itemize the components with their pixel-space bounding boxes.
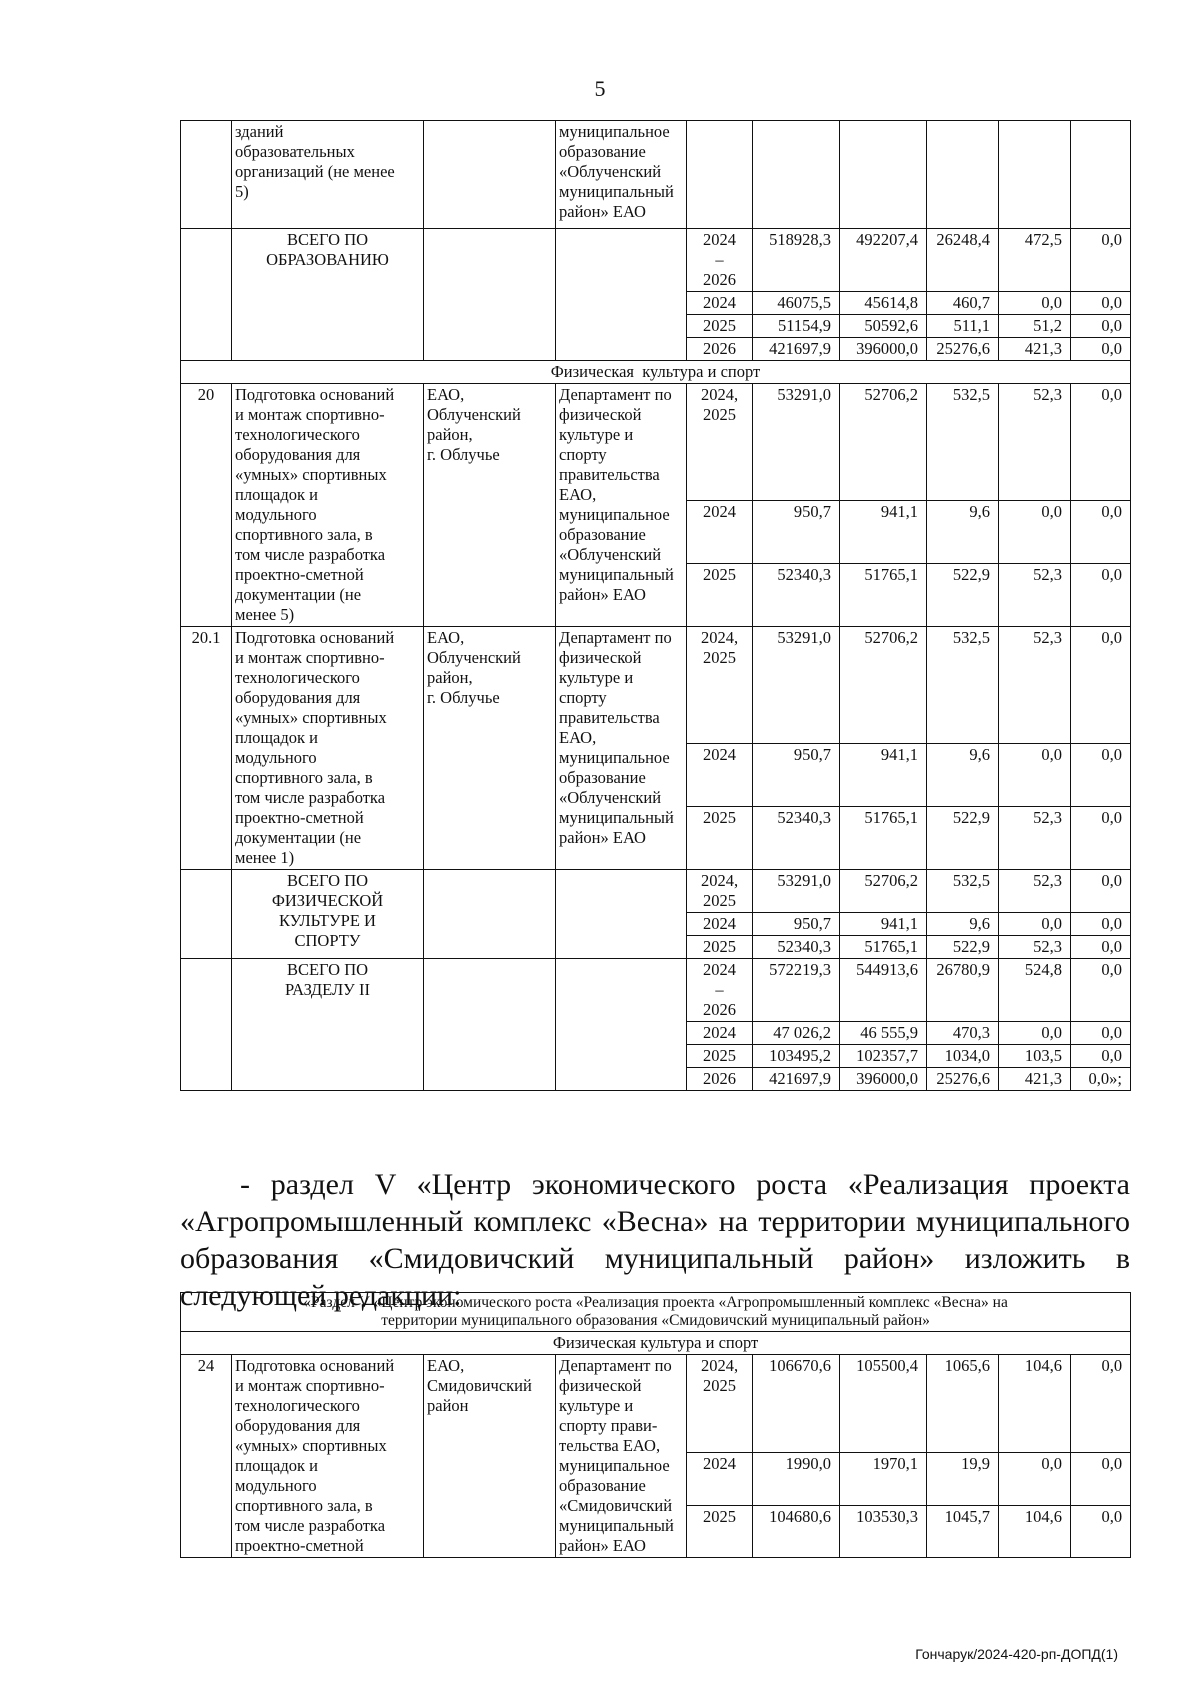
federal-cell: 105500,4 bbox=[840, 1355, 927, 1453]
year-cell: 2024 bbox=[687, 1022, 753, 1045]
total-cell: 52340,3 bbox=[753, 564, 840, 627]
name-cell: Подготовка оснований и монтаж спортивно- технологического оборудования для «умных» спортивных площадок и модульного спортивного зала, в том числе разработка проектно-сметной bbox=[232, 1355, 424, 1558]
other-cell: 0,0 bbox=[1071, 292, 1131, 315]
federal-cell: 52706,2 bbox=[840, 384, 927, 501]
resp-cell: Департамент по физической культуре и спорту правительства ЕАО, муниципальное образование «Облученский муниципальный район» ЕАО bbox=[556, 627, 687, 870]
local-cell: 52,3 bbox=[999, 936, 1071, 959]
resp-cell bbox=[556, 959, 687, 1091]
total-cell: 1990,0 bbox=[753, 1453, 840, 1505]
section-header: «Раздел V «Центр экономического роста «Реализация проекта «Агропромышленный комплекс «Весна» на территории муниципального образования «Смидовичский муниципальный район» bbox=[181, 1293, 1131, 1332]
other-cell: 0,0 bbox=[1071, 936, 1131, 959]
place-cell bbox=[424, 229, 556, 361]
regional-cell: 522,9 bbox=[927, 807, 999, 870]
regional-cell: 9,6 bbox=[927, 501, 999, 564]
resp-cell: Департамент по физической культуре и спорту прави- тельства ЕАО, муниципальное образование «Смидовичский муниципальный район» ЕАО bbox=[556, 1355, 687, 1558]
section-row bbox=[181, 361, 1131, 384]
local-cell: 0,0 bbox=[999, 744, 1071, 807]
total-cell: 53291,0 bbox=[753, 384, 840, 501]
num-cell: 20 bbox=[181, 384, 232, 627]
year-cell: 2026 bbox=[687, 338, 753, 361]
regional-cell: 1034,0 bbox=[927, 1045, 999, 1068]
local-cell: 472,5 bbox=[999, 229, 1071, 292]
table-row bbox=[181, 959, 1131, 1022]
table-row-item-20 bbox=[181, 384, 1131, 627]
total-cell: 104680,6 bbox=[753, 1505, 840, 1557]
federal-cell: 51765,1 bbox=[840, 936, 927, 959]
year-cell: 2025 bbox=[687, 315, 753, 338]
year-cell: 2025 bbox=[687, 564, 753, 627]
local-cell: 104,6 bbox=[999, 1505, 1071, 1557]
total-cell: 421697,9 bbox=[753, 338, 840, 361]
regional-cell: 522,9 bbox=[927, 564, 999, 627]
total-cell: 950,7 bbox=[753, 501, 840, 564]
regional-cell: 460,7 bbox=[927, 292, 999, 315]
other-cell: 0,0 bbox=[1071, 315, 1131, 338]
year-cell: 2024 – 2026 bbox=[687, 959, 753, 1022]
num-cell bbox=[181, 121, 232, 229]
total-label: ВСЕГО ПО РАЗДЕЛУ II bbox=[232, 959, 424, 1091]
resp-cell: Департамент по физической культуре и спорту правительства ЕАО, муниципальное образование «Облученский муниципальный район» ЕАО bbox=[556, 384, 687, 627]
other-cell: 0,0 bbox=[1071, 501, 1131, 564]
year-cell: 2024 bbox=[687, 1453, 753, 1505]
local-cell: 51,2 bbox=[999, 315, 1071, 338]
year-cell: 2025 bbox=[687, 936, 753, 959]
federal-cell: 46 555,9 bbox=[840, 1022, 927, 1045]
num-cell bbox=[181, 870, 232, 959]
table-row-item-24 bbox=[181, 1355, 1131, 1558]
year-cell: 2024 – 2026 bbox=[687, 229, 753, 292]
total-cell: 46075,5 bbox=[753, 292, 840, 315]
other-cell: 0,0 bbox=[1071, 1045, 1131, 1068]
name-cell: зданий образовательных организаций (не менее 5) bbox=[232, 121, 424, 229]
federal-cell: 1970,1 bbox=[840, 1453, 927, 1505]
regional-cell: 26248,4 bbox=[927, 229, 999, 292]
local-cell: 0,0 bbox=[999, 501, 1071, 564]
num-cell bbox=[181, 229, 232, 361]
local-cell: 104,6 bbox=[999, 1355, 1071, 1453]
place-cell bbox=[424, 959, 556, 1091]
year-cell: 2025 bbox=[687, 1045, 753, 1068]
total-cell: 103495,2 bbox=[753, 1045, 840, 1068]
place-cell bbox=[424, 870, 556, 959]
continuation-row bbox=[181, 121, 1131, 229]
federal-cell: 941,1 bbox=[840, 744, 927, 807]
total-sport-block bbox=[181, 870, 1131, 959]
year-cell: 2024 bbox=[687, 501, 753, 564]
year-cell: 2024, 2025 bbox=[687, 870, 753, 913]
regional-cell: 9,6 bbox=[927, 913, 999, 936]
total-cell: 950,7 bbox=[753, 744, 840, 807]
total-cell: 518928,3 bbox=[753, 229, 840, 292]
regional-cell: 19,9 bbox=[927, 1453, 999, 1505]
total-education-block bbox=[181, 229, 1131, 361]
year-cell: 2024 bbox=[687, 744, 753, 807]
other-cell: 0,0 bbox=[1071, 384, 1131, 501]
total-cell: 106670,6 bbox=[753, 1355, 840, 1453]
federal-cell: 51765,1 bbox=[840, 564, 927, 627]
federal-cell: 396000,0 bbox=[840, 338, 927, 361]
local-cell: 52,3 bbox=[999, 627, 1071, 744]
place-cell: ЕАО, Смидовичский район bbox=[424, 1355, 556, 1558]
table-row bbox=[181, 870, 1131, 913]
total-cell: 53291,0 bbox=[753, 627, 840, 744]
total-label: ВСЕГО ПО ФИЗИЧЕСКОЙ КУЛЬТУРЕ И СПОРТУ bbox=[232, 870, 424, 959]
local-cell: 0,0 bbox=[999, 1022, 1071, 1045]
federal-cell: 544913,6 bbox=[840, 959, 927, 1022]
place-cell bbox=[424, 121, 556, 229]
federal-cell: 103530,3 bbox=[840, 1505, 927, 1557]
federal-cell: 45614,8 bbox=[840, 292, 927, 315]
place-cell: ЕАО, Облученский район, г. Облучье bbox=[424, 627, 556, 870]
table-row bbox=[181, 384, 1131, 501]
local-cell: 103,5 bbox=[999, 1045, 1071, 1068]
other-cell: 0,0 bbox=[1071, 744, 1131, 807]
other-cell: 0,0 bbox=[1071, 870, 1131, 913]
program-table bbox=[180, 120, 1131, 1091]
table-row bbox=[181, 627, 1131, 744]
federal-cell: 50592,6 bbox=[840, 315, 927, 338]
year-cell: 2024 bbox=[687, 292, 753, 315]
other-cell: 0,0 bbox=[1071, 1022, 1131, 1045]
regional-cell: 9,6 bbox=[927, 744, 999, 807]
regional-cell: 25276,6 bbox=[927, 1068, 999, 1091]
num-cell: 24 bbox=[181, 1355, 232, 1558]
year-cell: 2024, 2025 bbox=[687, 627, 753, 744]
other-cell: 0,0 bbox=[1071, 229, 1131, 292]
local-cell: 52,3 bbox=[999, 807, 1071, 870]
local-cell: 524,8 bbox=[999, 959, 1071, 1022]
num-cell bbox=[181, 959, 232, 1091]
total-cell: 52340,3 bbox=[753, 807, 840, 870]
regional-cell: 470,3 bbox=[927, 1022, 999, 1045]
regional-cell: 1065,6 bbox=[927, 1355, 999, 1453]
local-cell: 0,0 bbox=[999, 1453, 1071, 1505]
other-cell: 0,0 bbox=[1071, 1453, 1131, 1505]
other-cell: 0,0 bbox=[1071, 959, 1131, 1022]
total-cell: 51154,9 bbox=[753, 315, 840, 338]
total-cell: 950,7 bbox=[753, 913, 840, 936]
other-cell: 0,0 bbox=[1071, 1505, 1131, 1557]
regional-cell: 532,5 bbox=[927, 870, 999, 913]
local-cell: 421,3 bbox=[999, 1068, 1071, 1091]
other-cell: 0,0 bbox=[1071, 807, 1131, 870]
year-cell: 2024, 2025 bbox=[687, 1355, 753, 1453]
federal-cell: 52706,2 bbox=[840, 870, 927, 913]
total-cell: 421697,9 bbox=[753, 1068, 840, 1091]
resp-cell bbox=[556, 229, 687, 361]
name-cell: Подготовка оснований и монтаж спортивно- технологического оборудования для «умных» спортивных площадок и модульного спортивного зала, в том числе разработка проектно-сметной документации (не менее 5) bbox=[232, 384, 424, 627]
resp-cell: муниципальное образование «Облученский муниципальный район» ЕАО bbox=[556, 121, 687, 229]
federal-cell: 51765,1 bbox=[840, 807, 927, 870]
resp-cell bbox=[556, 870, 687, 959]
year-cell: 2025 bbox=[687, 1505, 753, 1557]
year-cell: 2024, 2025 bbox=[687, 384, 753, 501]
total-label: ВСЕГО ПО ОБРАЗОВАНИЮ bbox=[232, 229, 424, 361]
section-title: Физическая культура и спорт bbox=[181, 361, 1131, 384]
page-number: 5 bbox=[594, 76, 606, 101]
local-cell: 0,0 bbox=[999, 913, 1071, 936]
local-cell: 52,3 bbox=[999, 564, 1071, 627]
table-row-item-20-1 bbox=[181, 627, 1131, 870]
regional-cell: 532,5 bbox=[927, 384, 999, 501]
section-title: Физическая культура и спорт bbox=[181, 1332, 1131, 1355]
total-cell: 53291,0 bbox=[753, 870, 840, 913]
local-cell: 421,3 bbox=[999, 338, 1071, 361]
total-cell: 572219,3 bbox=[753, 959, 840, 1022]
total-cell: 52340,3 bbox=[753, 936, 840, 959]
regional-cell: 532,5 bbox=[927, 627, 999, 744]
other-cell: 0,0 bbox=[1071, 1355, 1131, 1453]
regional-cell: 511,1 bbox=[927, 315, 999, 338]
other-cell: 0,0 bbox=[1071, 627, 1131, 744]
local-cell: 52,3 bbox=[999, 870, 1071, 913]
num-cell: 20.1 bbox=[181, 627, 232, 870]
federal-cell: 941,1 bbox=[840, 913, 927, 936]
other-cell: 0,0 bbox=[1071, 913, 1131, 936]
table-row bbox=[181, 1355, 1131, 1453]
federal-cell: 52706,2 bbox=[840, 627, 927, 744]
regional-cell: 1045,7 bbox=[927, 1505, 999, 1557]
year-cell: 2026 bbox=[687, 1068, 753, 1091]
place-cell: ЕАО, Облученский район, г. Облучье bbox=[424, 384, 556, 627]
federal-cell: 396000,0 bbox=[840, 1068, 927, 1091]
amendment-paragraph: - раздел V «Центр экономического роста «Реализация проекта «Агропромышленный комплекс «Весна» на территории муниципального образования «Смидовичский муниципальный район» изложить в следующей редакции: bbox=[180, 1168, 1130, 1312]
table-row bbox=[181, 229, 1131, 292]
federal-cell: 102357,7 bbox=[840, 1045, 927, 1068]
other-cell: 0,0»; bbox=[1071, 1068, 1131, 1091]
other-cell: 0,0 bbox=[1071, 564, 1131, 627]
other-cell: 0,0 bbox=[1071, 338, 1131, 361]
federal-cell: 941,1 bbox=[840, 501, 927, 564]
regional-cell: 522,9 bbox=[927, 936, 999, 959]
total-section-block bbox=[181, 959, 1131, 1091]
year-cell: 2024 bbox=[687, 913, 753, 936]
regional-cell: 26780,9 bbox=[927, 959, 999, 1022]
regional-cell: 25276,6 bbox=[927, 338, 999, 361]
local-cell: 52,3 bbox=[999, 384, 1071, 501]
federal-cell: 492207,4 bbox=[840, 229, 927, 292]
program-table-section-5 bbox=[180, 1292, 1131, 1558]
name-cell: Подготовка оснований и монтаж спортивно- технологического оборудования для «умных» спортивных площадок и модульного спортивного зала, в том числе разработка проектно-сметной документации (не менее 1) bbox=[232, 627, 424, 870]
total-cell: 47 026,2 bbox=[753, 1022, 840, 1045]
local-cell: 0,0 bbox=[999, 292, 1071, 315]
year-cell: 2025 bbox=[687, 807, 753, 870]
footer-reference: Гончарук/2024-420-рп-ДОПД(1) bbox=[915, 1646, 1118, 1662]
